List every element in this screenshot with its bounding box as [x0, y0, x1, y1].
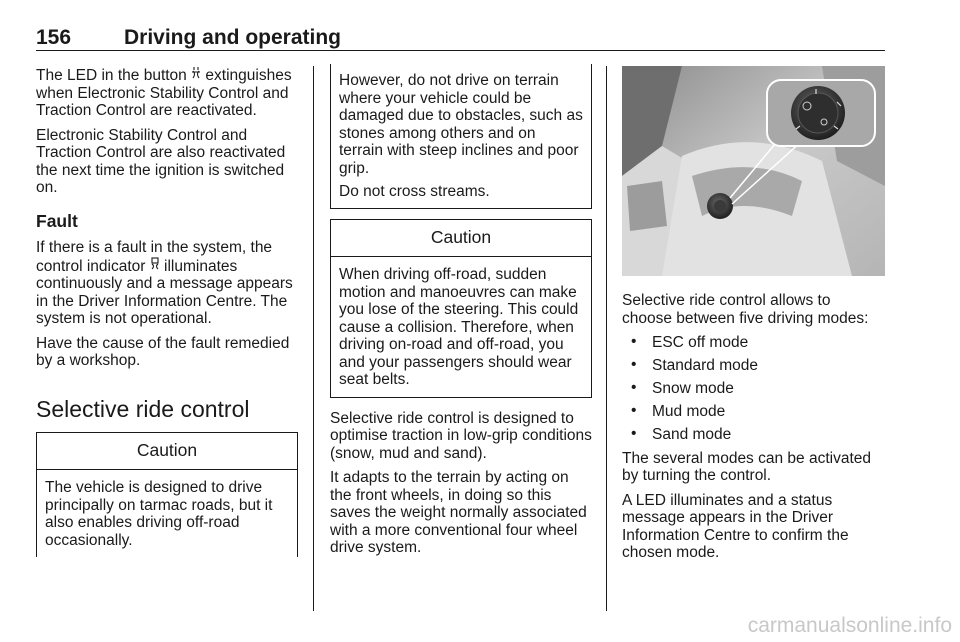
paragraph-led-button: The LED in the button extinguishes when Electronic Stability Control and Traction Control are reactivated. [36, 67, 292, 119]
caution-title: Caution [331, 220, 591, 258]
caution-box-2 [330, 219, 592, 398]
page-number: 156 [36, 26, 72, 49]
page-header [36, 26, 885, 51]
caution-text: When driving off-road, sudden motion and manoeuvres can make you lose of the steering. This could cause a collision. Therefore, when driving on-road and off-road, you and your passengers should wear seat belts. [339, 266, 579, 388]
paragraph-led-status: A LED illuminates and a status message appears in the Driver Information Centre to confirm the chosen mode. [622, 491, 849, 561]
traction-indicator-icon [150, 257, 160, 276]
column-divider-2 [606, 66, 607, 611]
mode-list [622, 334, 884, 444]
paragraph-terrain: However, do not drive on terrain where your vehicle could be damaged due to obstacles, such as stones among others and on terrain with steep inclines and poor grip. [339, 72, 583, 177]
list-item: • Standard mode [631, 356, 758, 374]
esc-off-icon [191, 66, 201, 85]
paragraph-adapts: It adapts to the terrain by acting on the front wheels, in doing so this saves the weight normally associated with a more conventional four wheel drive system. [330, 469, 587, 556]
list-item: • Snow mode [631, 379, 734, 397]
bullet-icon: • [631, 425, 637, 442]
paragraph-intro: Selective ride control allows to choose between five driving modes: [622, 292, 869, 327]
caution-box-1 [36, 432, 298, 558]
column-1 [36, 66, 298, 557]
bullet-icon: • [631, 333, 637, 350]
selective-ride-heading: Selective ride control [36, 395, 250, 422]
watermark: carmanualsonline.info [747, 614, 952, 637]
list-item: • Sand mode [631, 425, 732, 443]
list-item: • ESC off mode [631, 333, 749, 351]
paragraph-workshop: Have the cause of the fault remedied by a workshop. [36, 334, 290, 369]
paragraph-streams: Do not cross streams. [339, 183, 490, 200]
paragraph-reactivated: Electronic Stability Control and Traction Control are also reactivated the next time the ignition is switched on. [36, 126, 286, 196]
column-divider-1 [313, 66, 314, 611]
bullet-icon: • [631, 356, 637, 373]
list-item: • Mud mode [631, 402, 726, 420]
section-title: Driving and operating [124, 26, 342, 49]
paragraph-activated: The several modes can be activated by turning the control. [622, 449, 871, 484]
selective-ride-control-photo [622, 66, 885, 276]
paragraph-designed: Selective ride control is designed to optimise traction in low-grip conditions (snow, mud and sand). [330, 409, 592, 462]
fault-heading: Fault [36, 210, 78, 231]
caution-text: The vehicle is designed to drive principally on tarmac roads, but it also enables driving off-road occasionally. [45, 479, 273, 549]
column-3 [622, 66, 884, 569]
bullet-icon: • [631, 379, 637, 396]
column-2 [330, 66, 592, 564]
caution-continuation [330, 64, 592, 209]
bullet-icon: • [631, 402, 637, 419]
paragraph-fault: If there is a fault in the system, the control indicator illuminates continuously and a message appears in the Driver Information Centre. The system is not operational. [36, 239, 293, 327]
caution-title: Caution [37, 433, 297, 471]
